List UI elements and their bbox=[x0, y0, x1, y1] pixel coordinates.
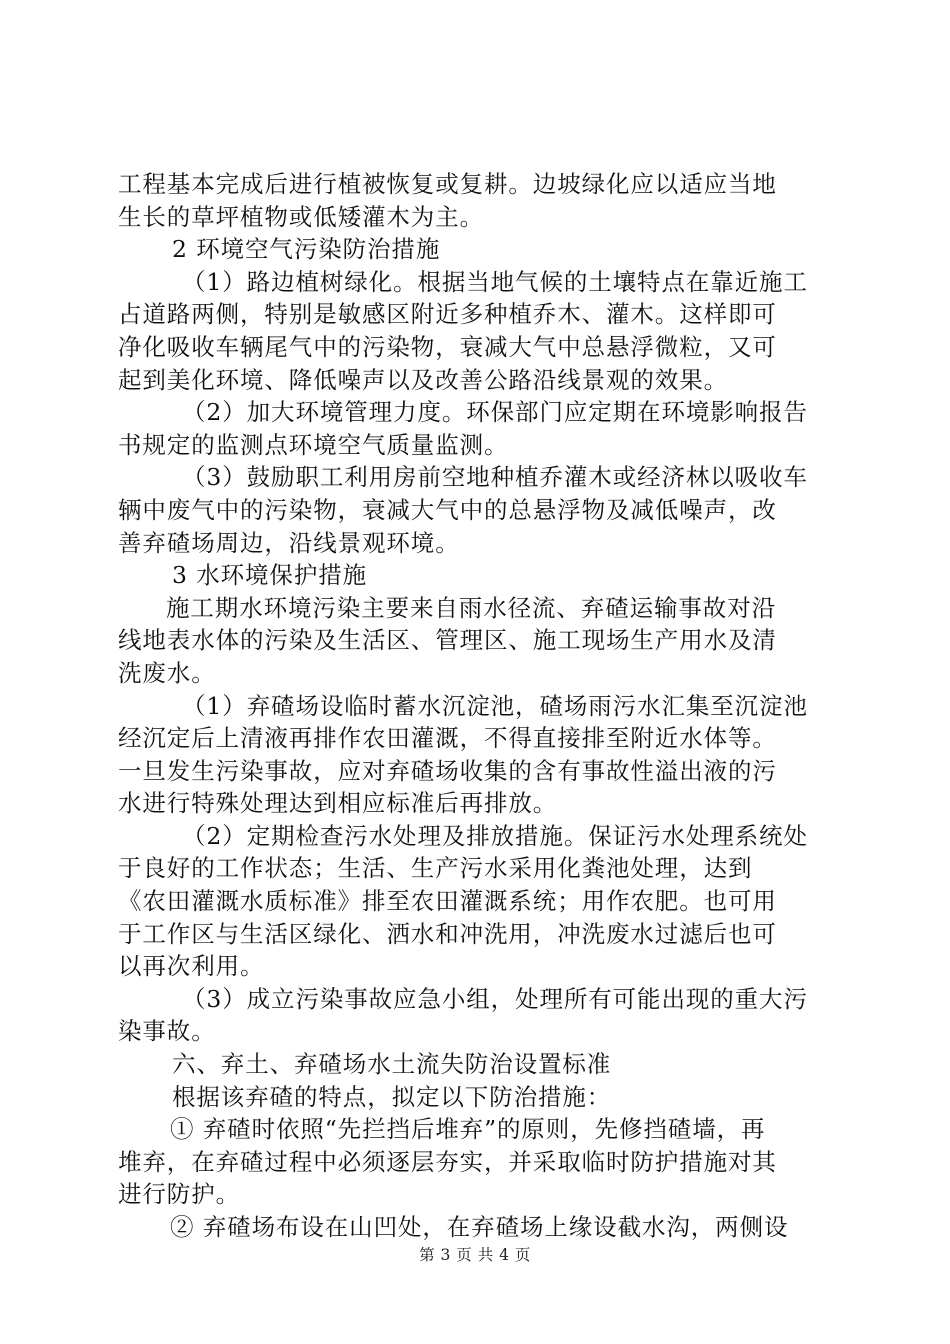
text-line: 一旦发生污染事故，应对弃碴场收集的含有事故性溢出液的污 bbox=[118, 756, 777, 785]
paragraph-start-line: ① 弃碴时依照“先拦挡后堆弃”的原则，先修挡碴墙，再 bbox=[170, 1115, 766, 1144]
page-number-footer: 第 3 页 共 4 页 bbox=[419, 1246, 531, 1264]
text-line: 洗废水。 bbox=[118, 658, 216, 687]
section-heading: 六、弃土、弃碴场水土流失防治设置标准 bbox=[172, 1050, 612, 1079]
paragraph-start-line: ② 弃碴场布设在山凹处，在弃碴场上缘设截水沟，两侧设 bbox=[170, 1213, 789, 1241]
paragraph-start-line: （1）弃碴场设临时蓄水沉淀池，碴场雨污水汇集至沉淀池 bbox=[182, 691, 808, 720]
section-heading: 2 环境空气污染防治措施 bbox=[172, 235, 441, 264]
text-line: 经沉定后上清液再排作农田灌溉，不得直接排至附近水体等。 bbox=[118, 724, 777, 753]
document-body bbox=[118, 168, 838, 1244]
text-line: 线地表水体的污染及生活区、管理区、施工现场生产用水及清 bbox=[118, 626, 777, 655]
text-line: 起到美化环境、降低噪声以及改善公路沿线景观的效果。 bbox=[118, 365, 728, 394]
text-line: 生长的草坪植物或低矮灌木为主。 bbox=[118, 202, 484, 231]
text-line: 占道路两侧，特别是敏感区附近多种植乔木、灌木。这样即可 bbox=[118, 300, 777, 329]
paragraph-start-line: 施工期水环境污染主要来自雨水径流、弃碴运输事故对沿 bbox=[166, 593, 776, 622]
paragraph-start-line: （3）成立污染事故应急小组，处理所有可能出现的重大污 bbox=[182, 984, 808, 1013]
paragraph-start-line: （1）路边植树绿化。根据当地气候的土壤特点在靠近施工 bbox=[182, 267, 808, 296]
paragraph-start-line: （3）鼓励职工利用房前空地种植乔灌木或经济林以吸收车 bbox=[182, 463, 808, 492]
text-line: 书规定的监测点环境空气质量监测。 bbox=[118, 430, 509, 459]
text-line: 于工作区与生活区绿化、洒水和冲洗用，冲洗废水过滤后也可 bbox=[118, 919, 777, 948]
text-line: 善弃碴场周边，沿线景观环境。 bbox=[118, 528, 460, 557]
paragraph-start-line: （2）加大环境管理力度。环保部门应定期在环境影响报告 bbox=[182, 398, 808, 427]
section-heading: 3 水环境保护措施 bbox=[172, 561, 368, 590]
text-line: 于良好的工作状态；生活、生产污水采用化粪池处理，达到 bbox=[118, 854, 753, 883]
paragraph-start-line: 根据该弃碴的特点，拟定以下防治措施： bbox=[172, 1082, 612, 1111]
text-line: 染事故。 bbox=[118, 1017, 216, 1046]
text-line: 进行防护。 bbox=[118, 1180, 240, 1209]
text-line: 《农田灌溉水质标准》排至农田灌溉系统；用作农肥。也可用 bbox=[118, 887, 777, 916]
paragraph-start-line: （2）定期检查污水处理及排放措施。保证污水处理系统处 bbox=[182, 821, 808, 850]
text-line: 堆弃，在弃碴过程中必须逐层夯实，并采取临时防护措施对其 bbox=[118, 1147, 777, 1176]
text-line: 水进行特殊处理达到相应标准后再排放。 bbox=[118, 789, 558, 818]
text-line: 以再次利用。 bbox=[118, 952, 265, 981]
text-line: 净化吸收车辆尾气中的污染物，衰减大气中总悬浮微粒，又可 bbox=[118, 332, 777, 361]
text-line: 辆中废气中的污染物，衰减大气中的总悬浮物及减低噪声，改 bbox=[118, 495, 777, 524]
text-line: 工程基本完成后进行植被恢复或复耕。边坡绿化应以适应当地 bbox=[118, 170, 777, 198]
